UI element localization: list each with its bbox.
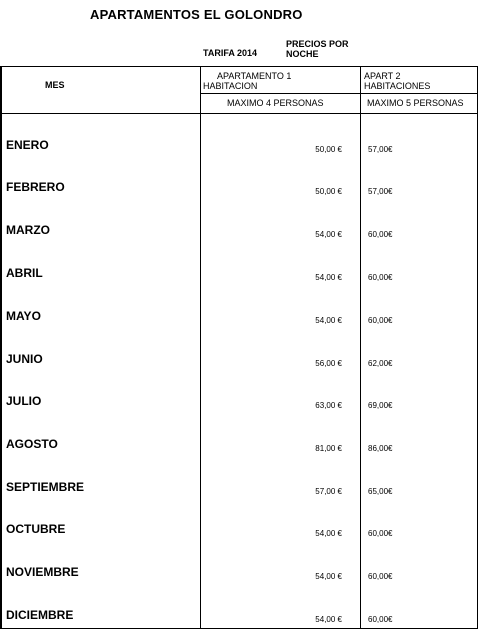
apt1-price: 54,00 € <box>315 230 342 239</box>
apt1-price: 50,00 € <box>315 145 342 154</box>
table-row <box>0 457 478 499</box>
month-label: AGOSTO <box>6 437 58 451</box>
page-title: APARTAMENTOS EL GOLONDRO <box>90 7 303 22</box>
apt2-price: 60,00€ <box>368 615 393 624</box>
apt2-price: 57,00€ <box>368 187 393 196</box>
month-label: ABRIL <box>6 266 43 280</box>
precios-line-2: NOCHE <box>286 49 319 59</box>
apt2-price: 60,00€ <box>368 230 393 239</box>
table-row <box>0 542 478 584</box>
apt1-price: 81,00 € <box>315 444 342 453</box>
apt2-price: 65,00€ <box>368 487 393 496</box>
apt1-price: 54,00 € <box>315 572 342 581</box>
table-row <box>0 243 478 285</box>
apt2-header-line-2: HABITACIONES <box>364 81 431 91</box>
apt2-capacity: MAXIMO 5 PERSONAS <box>367 98 464 108</box>
table-row <box>0 286 478 328</box>
apt1-header-line-1: APARTAMENTO 1 <box>217 71 292 81</box>
table-row <box>0 115 478 157</box>
apt2-header-line-1: APART 2 <box>364 71 401 81</box>
apt2-header <box>364 71 430 91</box>
month-label: JULIO <box>6 394 42 408</box>
month-label: MARZO <box>6 223 50 237</box>
month-label: SEPTIEMBRE <box>6 480 85 494</box>
apt1-header <box>203 71 291 91</box>
apt1-price: 57,00 € <box>315 487 342 496</box>
table-row <box>0 585 478 627</box>
month-label: JUNIO <box>6 352 43 366</box>
apt2-price: 60,00€ <box>368 529 393 538</box>
precios-label <box>286 39 349 59</box>
precios-line-1: PRECIOS POR <box>286 39 349 49</box>
apt1-header-line-2: HABITACION <box>203 81 258 91</box>
apt2-price: 60,00€ <box>368 273 393 282</box>
apt2-price: 86,00€ <box>368 444 393 453</box>
apt1-capacity: MAXIMO 4 PERSONAS <box>227 98 324 108</box>
month-label: FEBRERO <box>6 180 65 194</box>
apt2-price: 62,00€ <box>368 359 393 368</box>
apt2-price: 69,00€ <box>368 401 393 410</box>
apt2-price: 60,00€ <box>368 572 393 581</box>
apt1-price: 54,00 € <box>315 273 342 282</box>
header-bottom-line <box>0 113 478 114</box>
table-row <box>0 371 478 413</box>
month-label: NOVIEMBRE <box>6 565 79 579</box>
header-divider <box>200 93 478 94</box>
month-label: MAYO <box>6 309 41 323</box>
apt1-price: 56,00 € <box>315 359 342 368</box>
tarifa-label: TARIFA 2014 <box>203 48 258 58</box>
table-row <box>0 414 478 456</box>
month-label: ENERO <box>6 138 49 152</box>
month-label: DICIEMBRE <box>6 608 74 622</box>
apt2-price: 60,00€ <box>368 316 393 325</box>
apt1-price: 54,00 € <box>315 529 342 538</box>
table-row <box>0 499 478 541</box>
apt2-price: 57,00€ <box>368 145 393 154</box>
table-row <box>0 200 478 242</box>
month-label: OCTUBRE <box>6 522 66 536</box>
table-row <box>0 329 478 371</box>
apt1-price: 54,00 € <box>315 316 342 325</box>
apt1-price: 54,00 € <box>315 615 342 624</box>
apt1-price: 63,00 € <box>315 401 342 410</box>
apt1-price: 50,00 € <box>315 187 342 196</box>
table-row <box>0 157 478 199</box>
mes-header: MES <box>45 80 65 90</box>
